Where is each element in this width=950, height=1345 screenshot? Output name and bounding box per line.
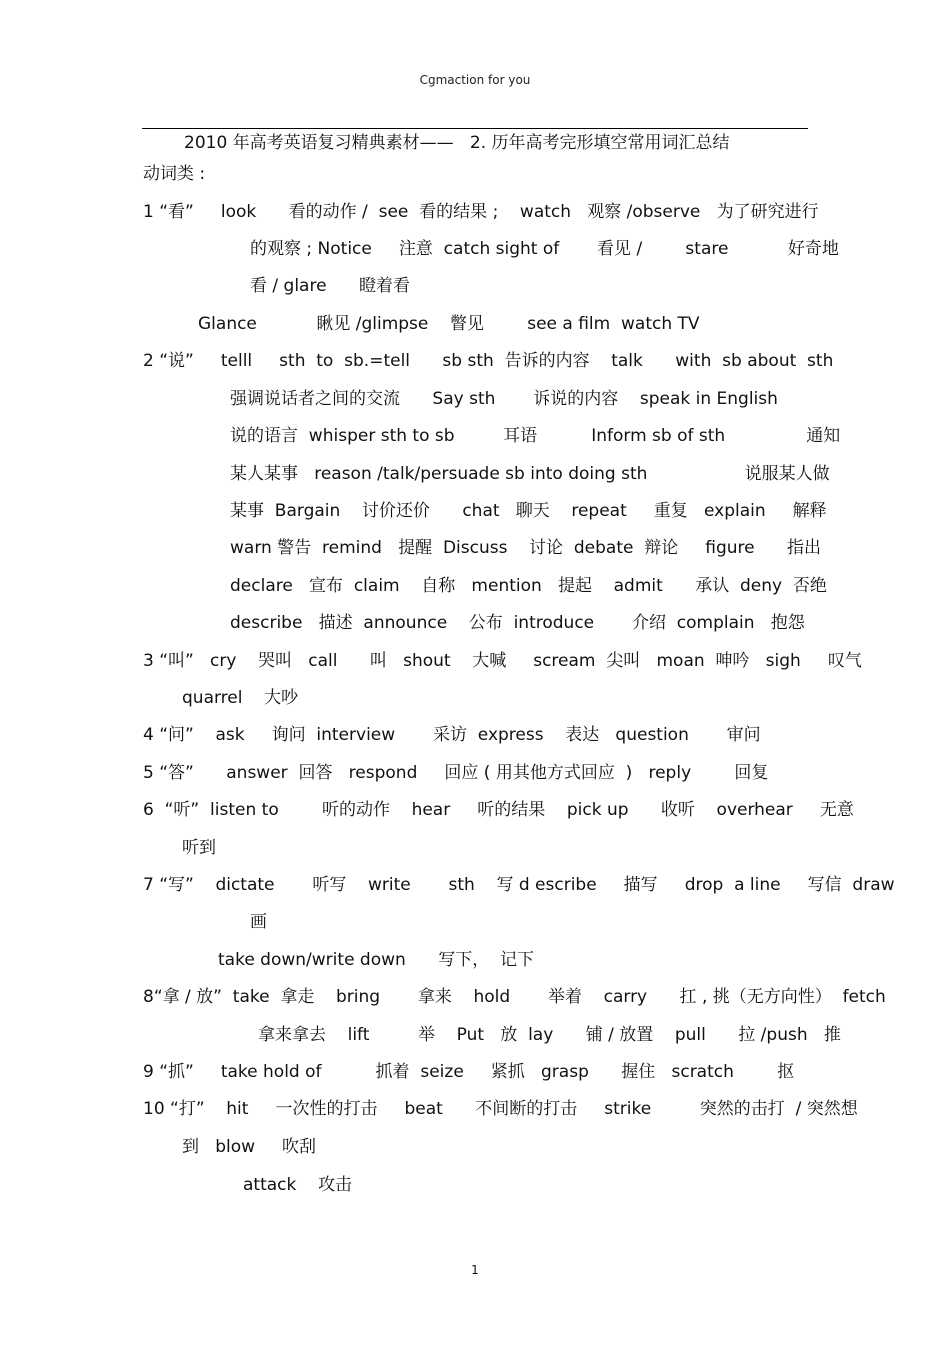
text-line: quarrel 大吵 xyxy=(182,688,299,708)
text-line: 9 “抓” take hold of 抓着 seize 紧抓 grasp 握住 scratch 抠 xyxy=(143,1062,795,1082)
header-rule xyxy=(142,128,808,129)
text-line: 画 xyxy=(250,912,267,932)
text-line: 说的语言 whisper sth to sb 耳语 Inform sb of sth 通知 xyxy=(230,426,841,446)
text-line: 强调说话者之间的交流 Say sth 诉说的内容 speak in English xyxy=(230,389,778,409)
text-line: declare 宣布 claim 自称 mention 提起 admit 承认 deny 否绝 xyxy=(230,576,827,596)
text-line: 10 “打” hit 一次性的打击 beat 不间断的打击 strike 突然的击打 / 突然想 xyxy=(143,1099,858,1119)
text-line: 6 “听” listen to 听的动作 hear 听的结果 pick up 收听 overhear 无意 xyxy=(143,800,854,820)
text-line: 5 “答” answer 回答 respond 回应 ( 用其他方式回应 ) reply 回复 xyxy=(143,763,769,783)
text-line: 拿来拿去 lift 举 Put 放 lay 铺 / 放置 pull 拉 /push 推 xyxy=(258,1025,841,1045)
text-line: 7 “写” dictate 听写 write sth 写 d escribe 描写 drop a line 写信 draw xyxy=(143,875,895,895)
text-line: 某人某事 reason /talk/persuade sb into doing sth 说服某人做 xyxy=(230,464,830,484)
document-title: 2010 年高考英语复习精典素材—— 2. 历年高考完形填空常用词汇总结 xyxy=(184,133,730,153)
text-line: 听到 xyxy=(182,838,216,858)
text-line: Glance 瞅见 /glimpse 瞥见 see a film watch TV xyxy=(198,314,700,334)
page-number: 1 xyxy=(471,1263,479,1277)
text-line: 的观察 ; Notice 注意 catch sight of 看见 / stare 好奇地 xyxy=(250,239,839,259)
text-line: 4 “问” ask 询问 interview 采访 express 表达 question 审问 xyxy=(143,725,761,745)
text-line: 1 “看” look 看的动作 / see 看的结果 ; watch 观察 /observe 为了研究进行 xyxy=(143,202,819,222)
text-line: 到 blow 吹刮 xyxy=(182,1137,317,1157)
text-line: 3 “叫” cry 哭叫 call 叫 shout 大喊 scream 尖叫 moan 呻吟 sigh 叹气 xyxy=(143,651,862,671)
text-line: 2 “说” telll sth to sb.=tell sb sth 告诉的内容 talk with sb about sth xyxy=(143,351,834,371)
text-line: 8“拿 / 放” take 拿走 bring 拿来 hold 举着 carry 扛 , 挑（无方向性） fetch xyxy=(143,987,886,1007)
text-line: 某事 Bargain 讨价还价 chat 聊天 repeat 重复 explain 解释 xyxy=(230,501,827,521)
text-line: warn 警告 remind 提醒 Discuss 讨论 debate 辩论 figure 指出 xyxy=(230,538,822,558)
page-header: Cgmaction for you xyxy=(419,73,531,87)
text-line: describe 描述 announce 公布 introduce 介绍 complain 抱怨 xyxy=(230,613,805,633)
section-heading: 动词类 : xyxy=(143,164,206,184)
text-line: attack 攻击 xyxy=(243,1175,352,1195)
text-line: take down/write down 写下， 记下 xyxy=(218,950,535,970)
text-line: 看 / glare 瞪着看 xyxy=(250,276,410,296)
